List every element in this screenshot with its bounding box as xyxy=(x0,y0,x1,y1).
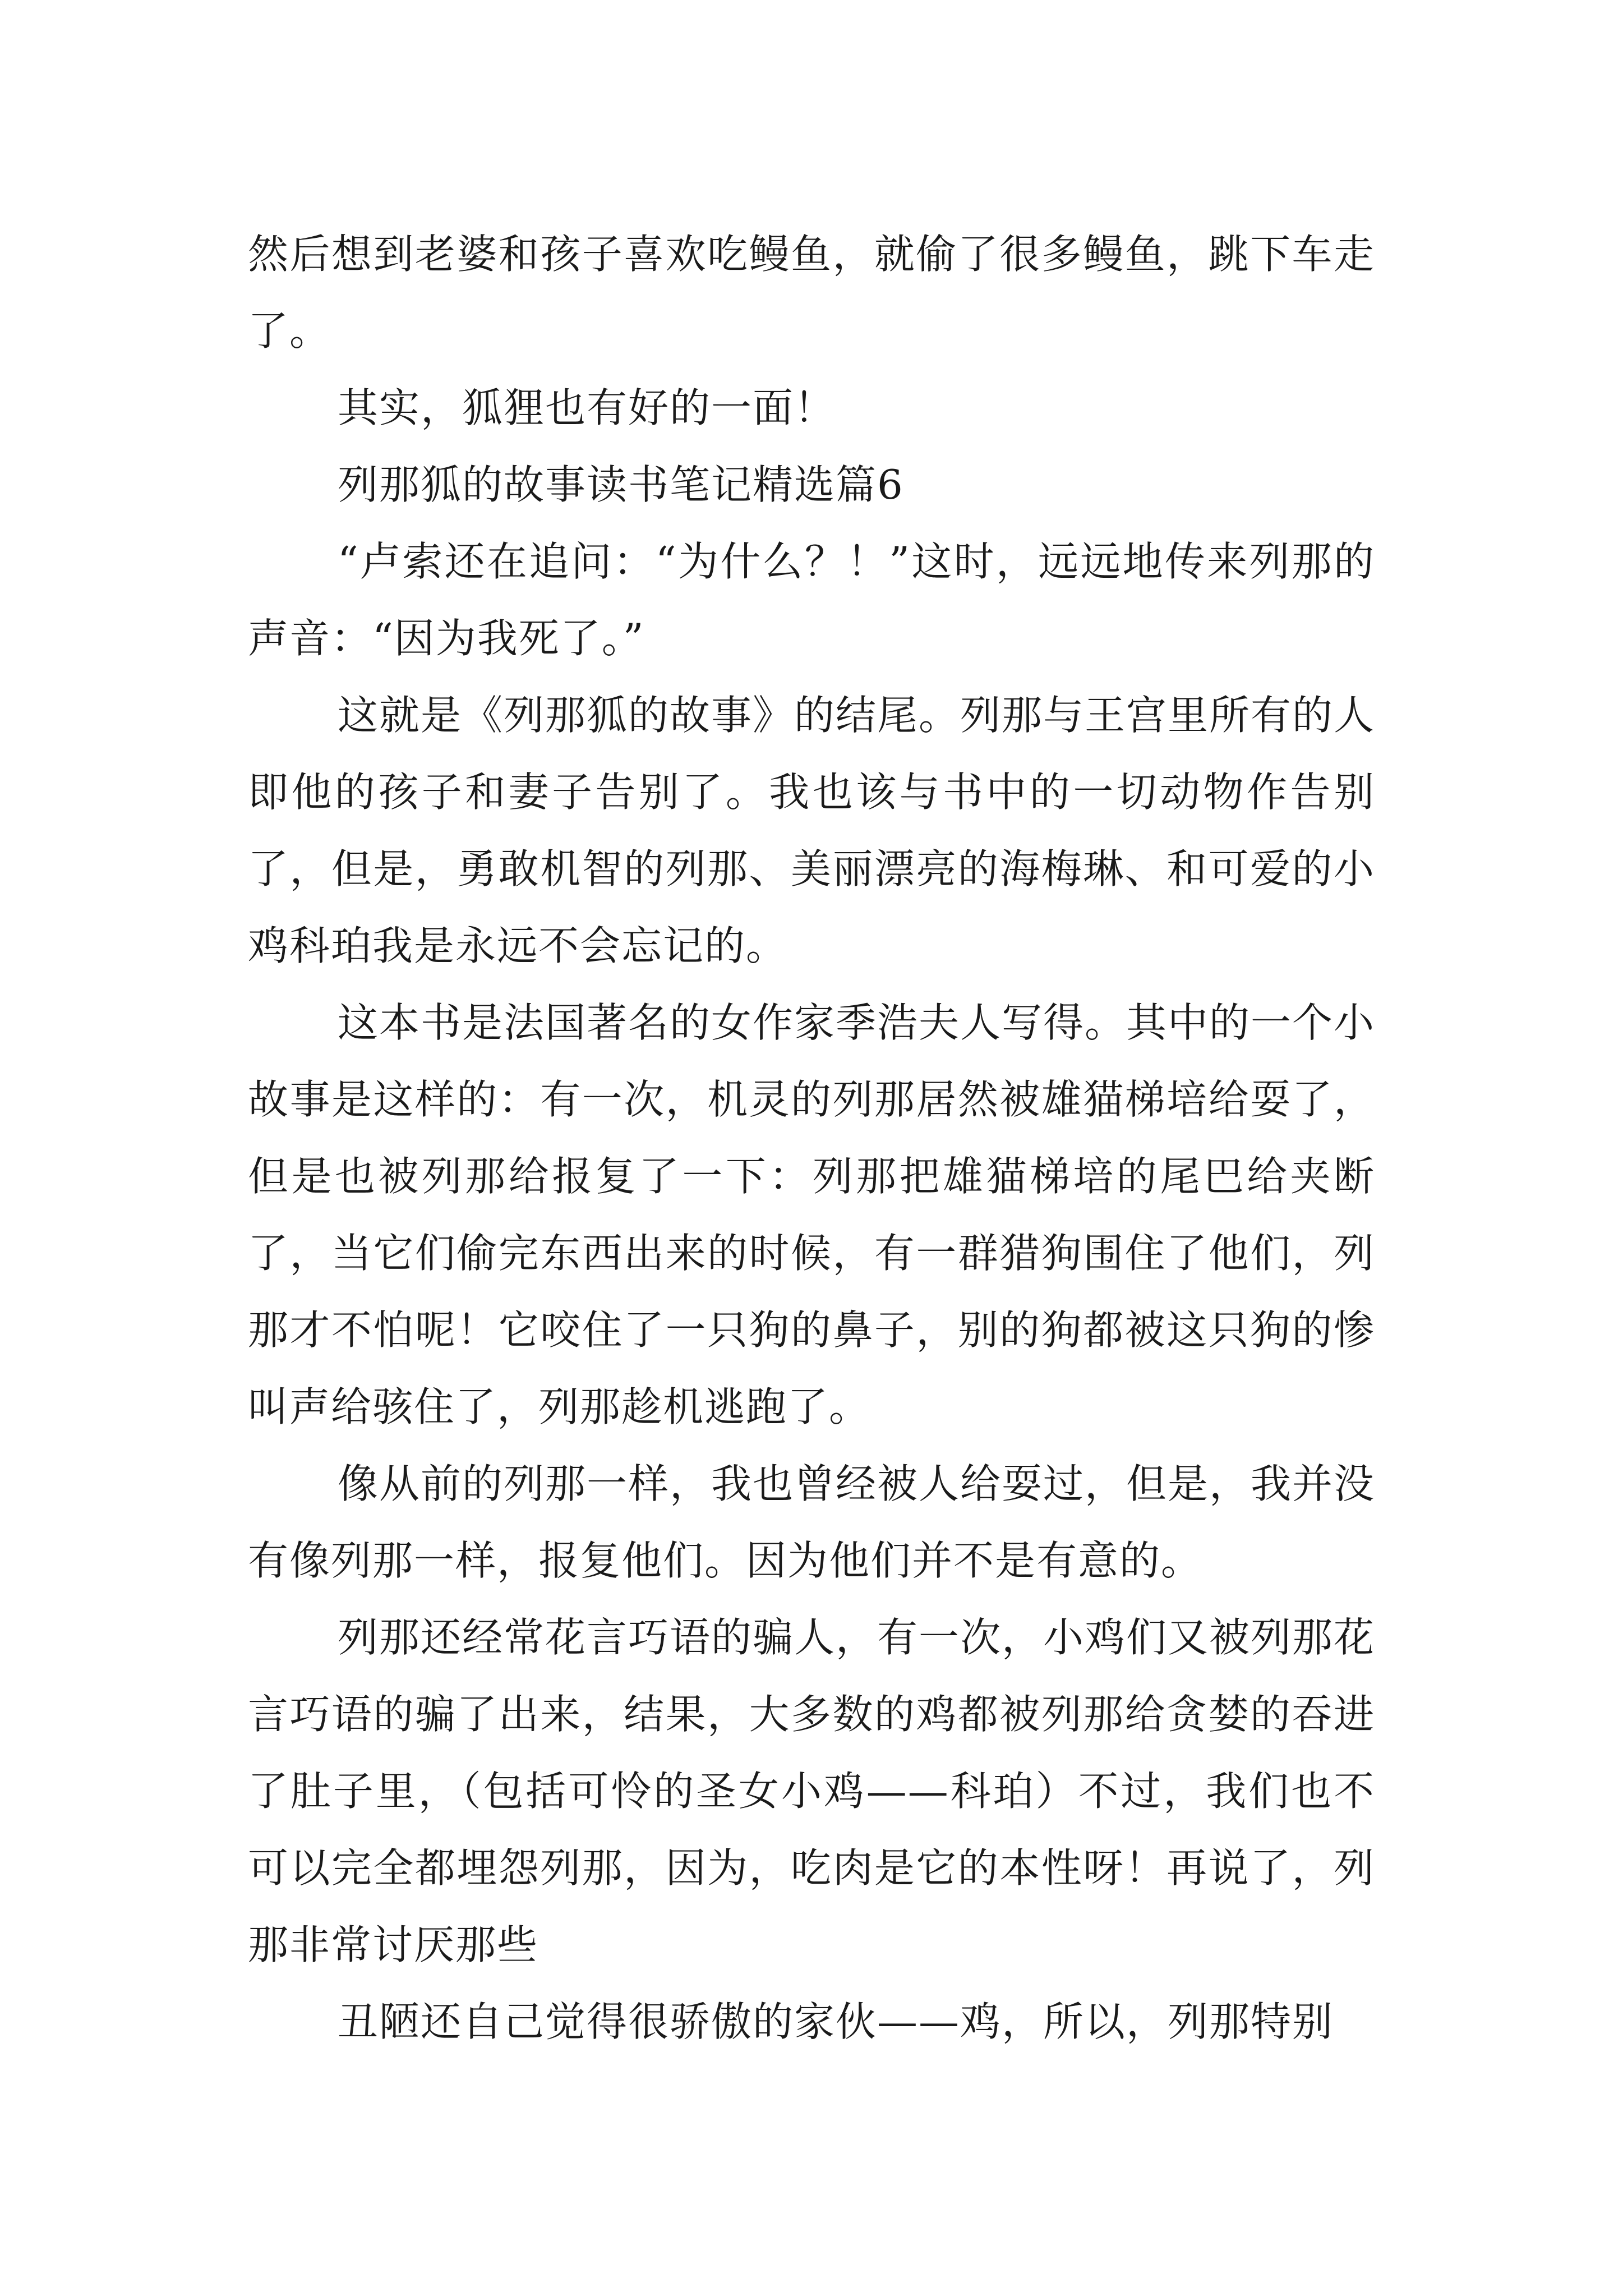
paragraph: “卢索还在追问：“为什么？！”这时，远远地传来列那的声音：“因为我死了。” xyxy=(248,538,1375,662)
section-heading: 列那狐的故事读书笔记精选篇6 xyxy=(338,461,904,508)
document-body xyxy=(248,216,1375,2060)
paragraph-continuation: 然后想到老婆和孩子喜欢吃鳗鱼，就偷了很多鳗鱼，跳下车走了。 xyxy=(248,231,1375,355)
paragraph: 这就是《列那狐的故事》的结尾。列那与王宫里所有的人即他的孩子和妻子告别了。我也该与书中的一切动物作告别了，但是，勇敢机智的列那、美丽漂亮的海梅琳、和可爱的小鸡科珀我是永远不会忘记的。 xyxy=(248,692,1376,969)
paragraph: 列那还经常花言巧语的骗人，有一次，小鸡们又被列那花言巧语的骗了出来，结果，大多数的鸡都被列那给贪婪的吞进了肚子里，（包括可怜的圣女小鸡——科珀）不过，我们也不可以完全都埋怨列那，因为，吃肉是它的本性呀！再说了，列那非常讨厌那些 xyxy=(248,1614,1376,1968)
paragraph: 丑陋还自己觉得很骄傲的家伙——鸡，所以，列那特别 xyxy=(338,1998,1334,2045)
paragraph: 这本书是法国著名的女作家季浩夫人写得。其中的一个小故事是这样的：有一次，机灵的列那居然被雄猫梯培给耍了，但是也被列那给报复了一下：列那把雄猫梯培的尾巴给夹断了，当它们偷完东西出来的时候，有一群猎狗围住了他们，列那才不怕呢！它咬住了一只狗的鼻子，别的狗都被这只狗的惨叫声给骇住了，列那趁机逃跑了。 xyxy=(248,999,1376,1430)
paragraph: 像从前的列那一样，我也曾经被人给耍过，但是，我并没有像列那一样，报复他们。因为他们并不是有意的。 xyxy=(248,1460,1376,1584)
paragraph: 其实，狐狸也有好的一面！ xyxy=(338,384,836,431)
